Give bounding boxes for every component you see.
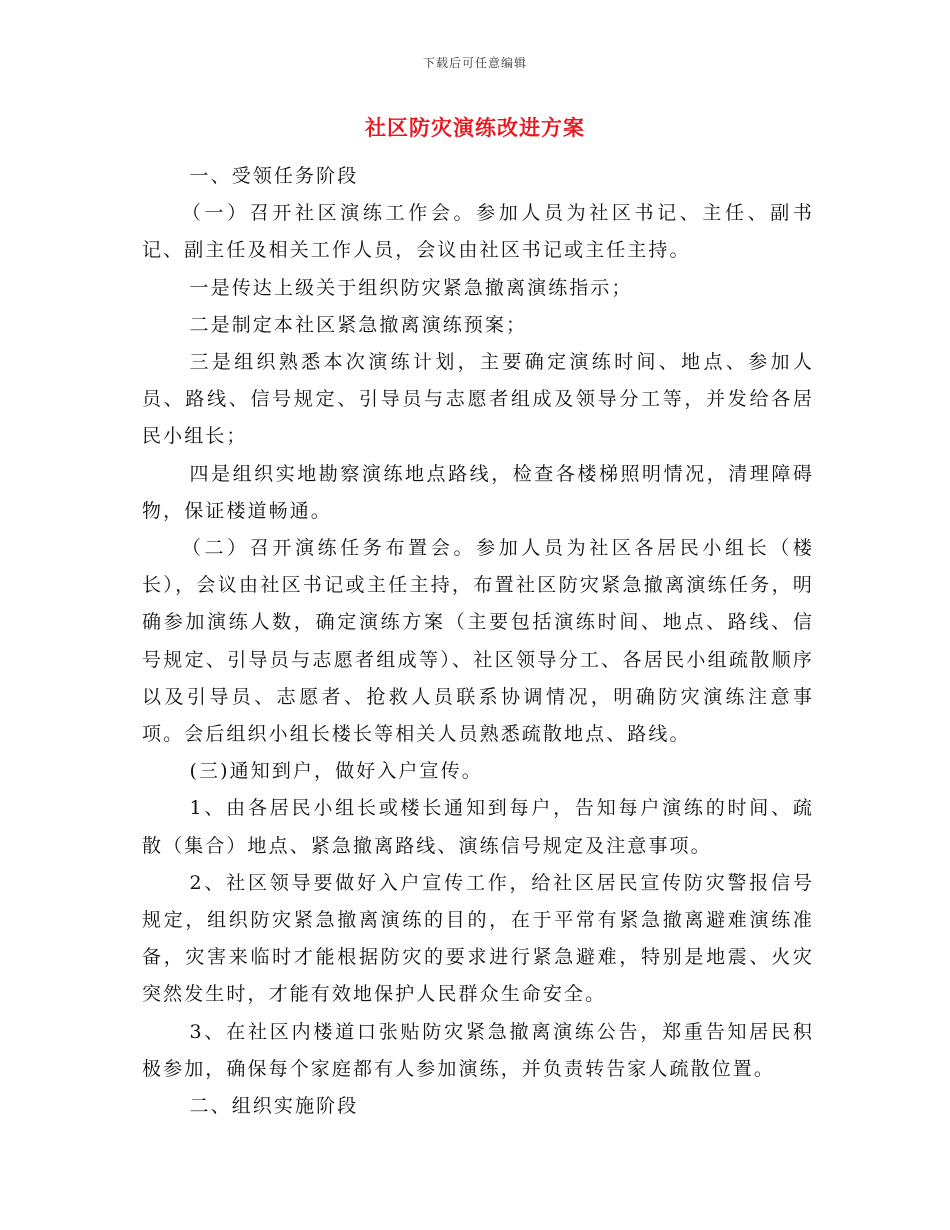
paragraph-7: (三)通知到户，做好入户宣传。 (189, 760, 483, 783)
paragraph-5: 四是组织实地勘察演练地点路线，检查各楼梯照明情况，清理障碍物，保证楼道畅通。 (142, 462, 814, 522)
paragraph-4: 三是组织熟悉本次演练计划，主要确定演练时间、地点、参加人员、路线、信号规定、引导员与志愿者组成及领导分工等，并发给各居民小组长； (142, 351, 814, 448)
paragraph-3: 二是制定本社区紧急撤离演练预案； (189, 313, 528, 336)
paragraph-2: 一是传达上级关于组织防灾紧急撤离演练指示； (189, 276, 633, 299)
section-heading-1: 一、受领任务阶段 (189, 165, 359, 187)
paragraph-8: 1、由各居民小组长或楼长通知到每户，告知每户演练的时间、疏散（集合）地点、紧急撤离路线、演练信号规定及注意事项。 (142, 797, 814, 857)
paragraph-1: （一）召开社区演练工作会。参加人员为社区书记、主任、副书记、副主任及相关工作人员，会议由社区书记或主任主持。 (142, 202, 814, 262)
document-title: 社区防灾演练改进方案 (365, 115, 585, 140)
document-body (142, 158, 814, 1125)
section-heading-2: 二、组织实施阶段 (189, 1095, 359, 1118)
paragraph-10: 3、在社区内楼道口张贴防灾紧急撤离演练公告，郑重告知居民积极参加，确保每个家庭都有人参加演练，并负责转告家人疏散位置。 (142, 1020, 814, 1080)
header-note: 下载后可任意编辑 (422, 56, 527, 70)
paragraph-9: 2、社区领导要做好入户宣传工作，给社区居民宣传防灾警报信号规定，组织防灾紧急撤离演练的目的，在于平常有紧急撤离避难演练准备，灾害来临时才能根据防灾的要求进行紧急避难，特别是地震、火灾突然发生时，才能有效地保护人民群众生命安全。 (142, 871, 814, 1006)
paragraph-6: （二）召开演练任务布置会。参加人员为社区各居民小组长（楼长），会议由社区书记或主任主持，布置社区防灾紧急撤离演练任务，明确参加演练人数，确定演练方案（主要包括演练时间、地点、路线、信号规定、引导员与志愿者组成等）、社区领导分工、各居民小组疏散顺序以及引导员、志愿者、抢救人员联系协调情况，明确防灾演练注意事项。会后组织小组长楼长等相关人员熟悉疏散地点、路线。 (142, 537, 814, 746)
